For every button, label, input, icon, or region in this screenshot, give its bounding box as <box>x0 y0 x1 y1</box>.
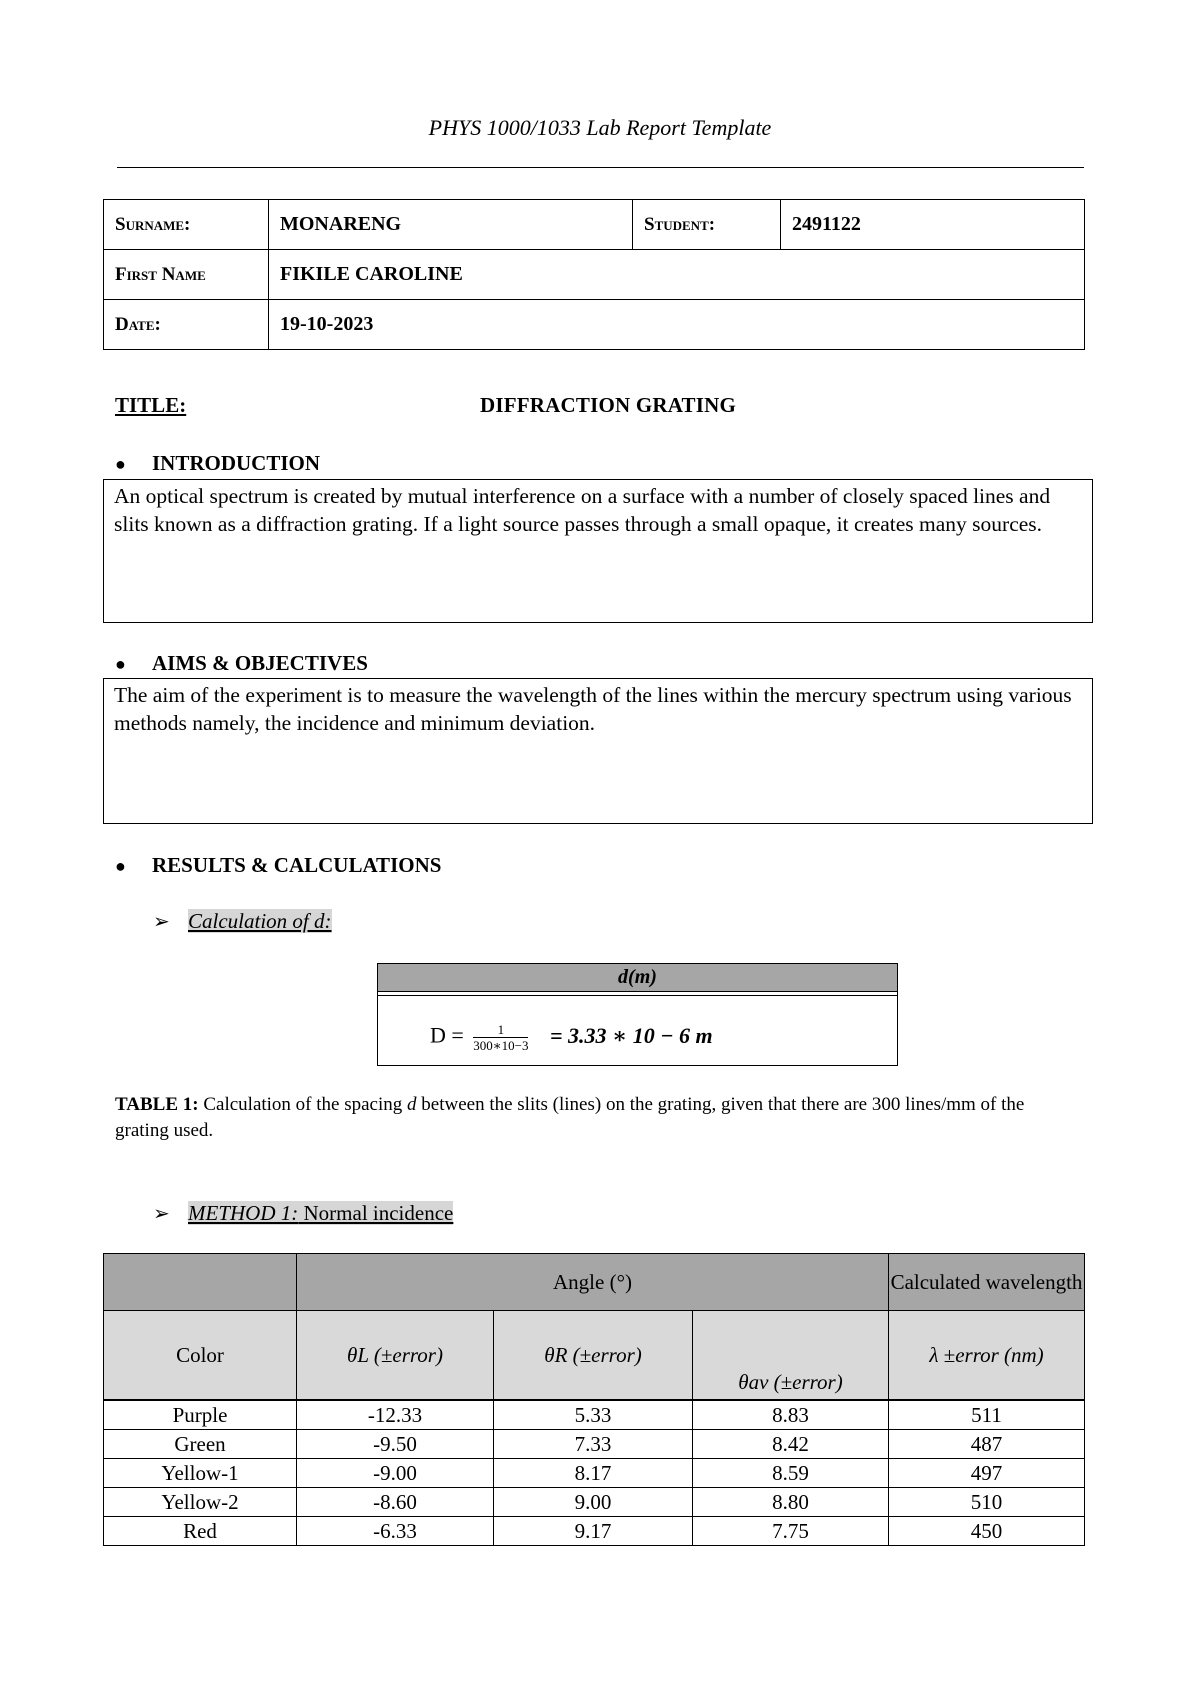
cell-lambda: 450 <box>889 1517 1085 1546</box>
results-heading <box>115 853 441 878</box>
table-row <box>104 1400 1085 1430</box>
method1-table <box>103 1253 1085 1546</box>
cell-theta-l: -6.33 <box>297 1517 494 1546</box>
cell-color: Yellow-2 <box>104 1488 297 1517</box>
title-label: TITLE: <box>115 393 187 417</box>
method1-text: Normal incidence <box>298 1201 454 1225</box>
calc-d-text: Calculation of d: <box>188 909 332 933</box>
title-label-wrap <box>115 393 186 418</box>
first-name-value: FIKILE CAROLINE <box>269 250 1085 300</box>
results-heading-text: RESULTS & CALCULATIONS <box>152 853 442 877</box>
date-value: 19-10-2023 <box>269 300 1085 350</box>
introduction-box: An optical spectrum is created by mutual interference on a surface with a number of closely spaced lines and slits known as a diffraction grating. If a light source passes through a small opaque, it creates many sources. <box>103 479 1093 623</box>
cell-theta-av: 8.80 <box>693 1488 889 1517</box>
d-eq-prefix: D = <box>430 1022 464 1048</box>
cell-theta-l: -9.00 <box>297 1459 494 1488</box>
d-calculation-table <box>377 963 898 1066</box>
table-row <box>104 1488 1085 1517</box>
d-equation <box>430 1022 713 1053</box>
cell-theta-r: 5.33 <box>494 1400 693 1430</box>
method1-subheading <box>153 1201 453 1226</box>
col-theta-l-header: θL (±error) <box>297 1311 494 1401</box>
aims-heading <box>115 651 368 676</box>
aims-heading-text: AIMS & OBJECTIVES <box>152 651 368 675</box>
table1-caption-post: between the slits (lines) on the grating, given that there are 300 lines/mm of the grating used. <box>115 1094 1025 1141</box>
cell-theta-r: 9.00 <box>494 1488 693 1517</box>
student-value: 2491122 <box>781 200 1085 250</box>
d-result: = 3.33 ∗ 10 − 6 m <box>549 1022 713 1048</box>
table1-caption <box>115 1092 1035 1144</box>
cell-theta-av: 7.75 <box>693 1517 889 1546</box>
surname-value: MONARENG <box>269 200 633 250</box>
surname-label: Surname: <box>104 200 269 250</box>
introduction-heading-text: INTRODUCTION <box>152 451 321 475</box>
table-row <box>104 1517 1085 1546</box>
cell-theta-r: 9.17 <box>494 1517 693 1546</box>
table1-caption-pre: Calculation of the spacing <box>198 1094 408 1115</box>
cell-lambda: 510 <box>889 1488 1085 1517</box>
cell-color: Yellow-1 <box>104 1459 297 1488</box>
angle-header: Angle (°) <box>297 1254 889 1311</box>
student-label: Student: <box>633 200 781 250</box>
d-fraction <box>473 1022 528 1053</box>
aims-box: The aim of the experiment is to measure the wavelength of the lines within the mercury spectrum using various methods namely, the incidence and minimum deviation. <box>103 678 1093 824</box>
col-theta-r-header: θR (±error) <box>494 1311 693 1401</box>
d-frac-den: 300∗10−3 <box>473 1038 529 1053</box>
blank-header-cell <box>104 1254 297 1311</box>
col-theta-av-header: θav (±error) <box>693 1311 889 1401</box>
bullet-icon: ● <box>115 654 126 674</box>
cell-lambda: 497 <box>889 1459 1085 1488</box>
bullet-icon: ● <box>115 856 126 876</box>
d-table-header: d(m) <box>378 964 897 992</box>
arrow-bullet-icon: ➢ <box>153 1203 170 1225</box>
report-title: DIFFRACTION GRATING <box>480 393 737 417</box>
calc-d-subheading <box>153 909 332 934</box>
cell-color: Red <box>104 1517 297 1546</box>
cell-lambda: 511 <box>889 1400 1085 1430</box>
table1-caption-var: d <box>407 1094 417 1115</box>
cell-lambda: 487 <box>889 1430 1085 1459</box>
cell-color: Purple <box>104 1400 297 1430</box>
col-lambda-header: λ ±error (nm) <box>889 1311 1085 1401</box>
student-info-table <box>103 199 1085 350</box>
wavelength-header: Calculated wavelength <box>889 1254 1085 1311</box>
d-frac-num: 1 <box>473 1022 528 1038</box>
date-label: Date: <box>104 300 269 350</box>
page-header-title: PHYS 1000/1033 Lab Report Template <box>428 115 772 140</box>
bullet-icon: ● <box>115 454 126 474</box>
cell-theta-l: -12.33 <box>297 1400 494 1430</box>
cell-theta-l: -8.60 <box>297 1488 494 1517</box>
table-row <box>104 1459 1085 1488</box>
cell-theta-r: 7.33 <box>494 1430 693 1459</box>
method1-label: METHOD 1: <box>188 1201 299 1225</box>
first-name-label: First Name <box>104 250 269 300</box>
arrow-bullet-icon: ➢ <box>153 911 170 933</box>
introduction-heading <box>115 451 320 476</box>
cell-theta-av: 8.59 <box>693 1459 889 1488</box>
header-rule <box>117 167 1084 168</box>
table1-caption-label: TABLE 1: <box>115 1094 199 1115</box>
cell-theta-r: 8.17 <box>494 1459 693 1488</box>
cell-theta-av: 8.42 <box>693 1430 889 1459</box>
table-row <box>104 1430 1085 1459</box>
cell-theta-av: 8.83 <box>693 1400 889 1430</box>
col-color-header: Color <box>104 1311 297 1401</box>
cell-color: Green <box>104 1430 297 1459</box>
cell-theta-l: -9.50 <box>297 1430 494 1459</box>
d-table-body <box>378 996 897 1065</box>
